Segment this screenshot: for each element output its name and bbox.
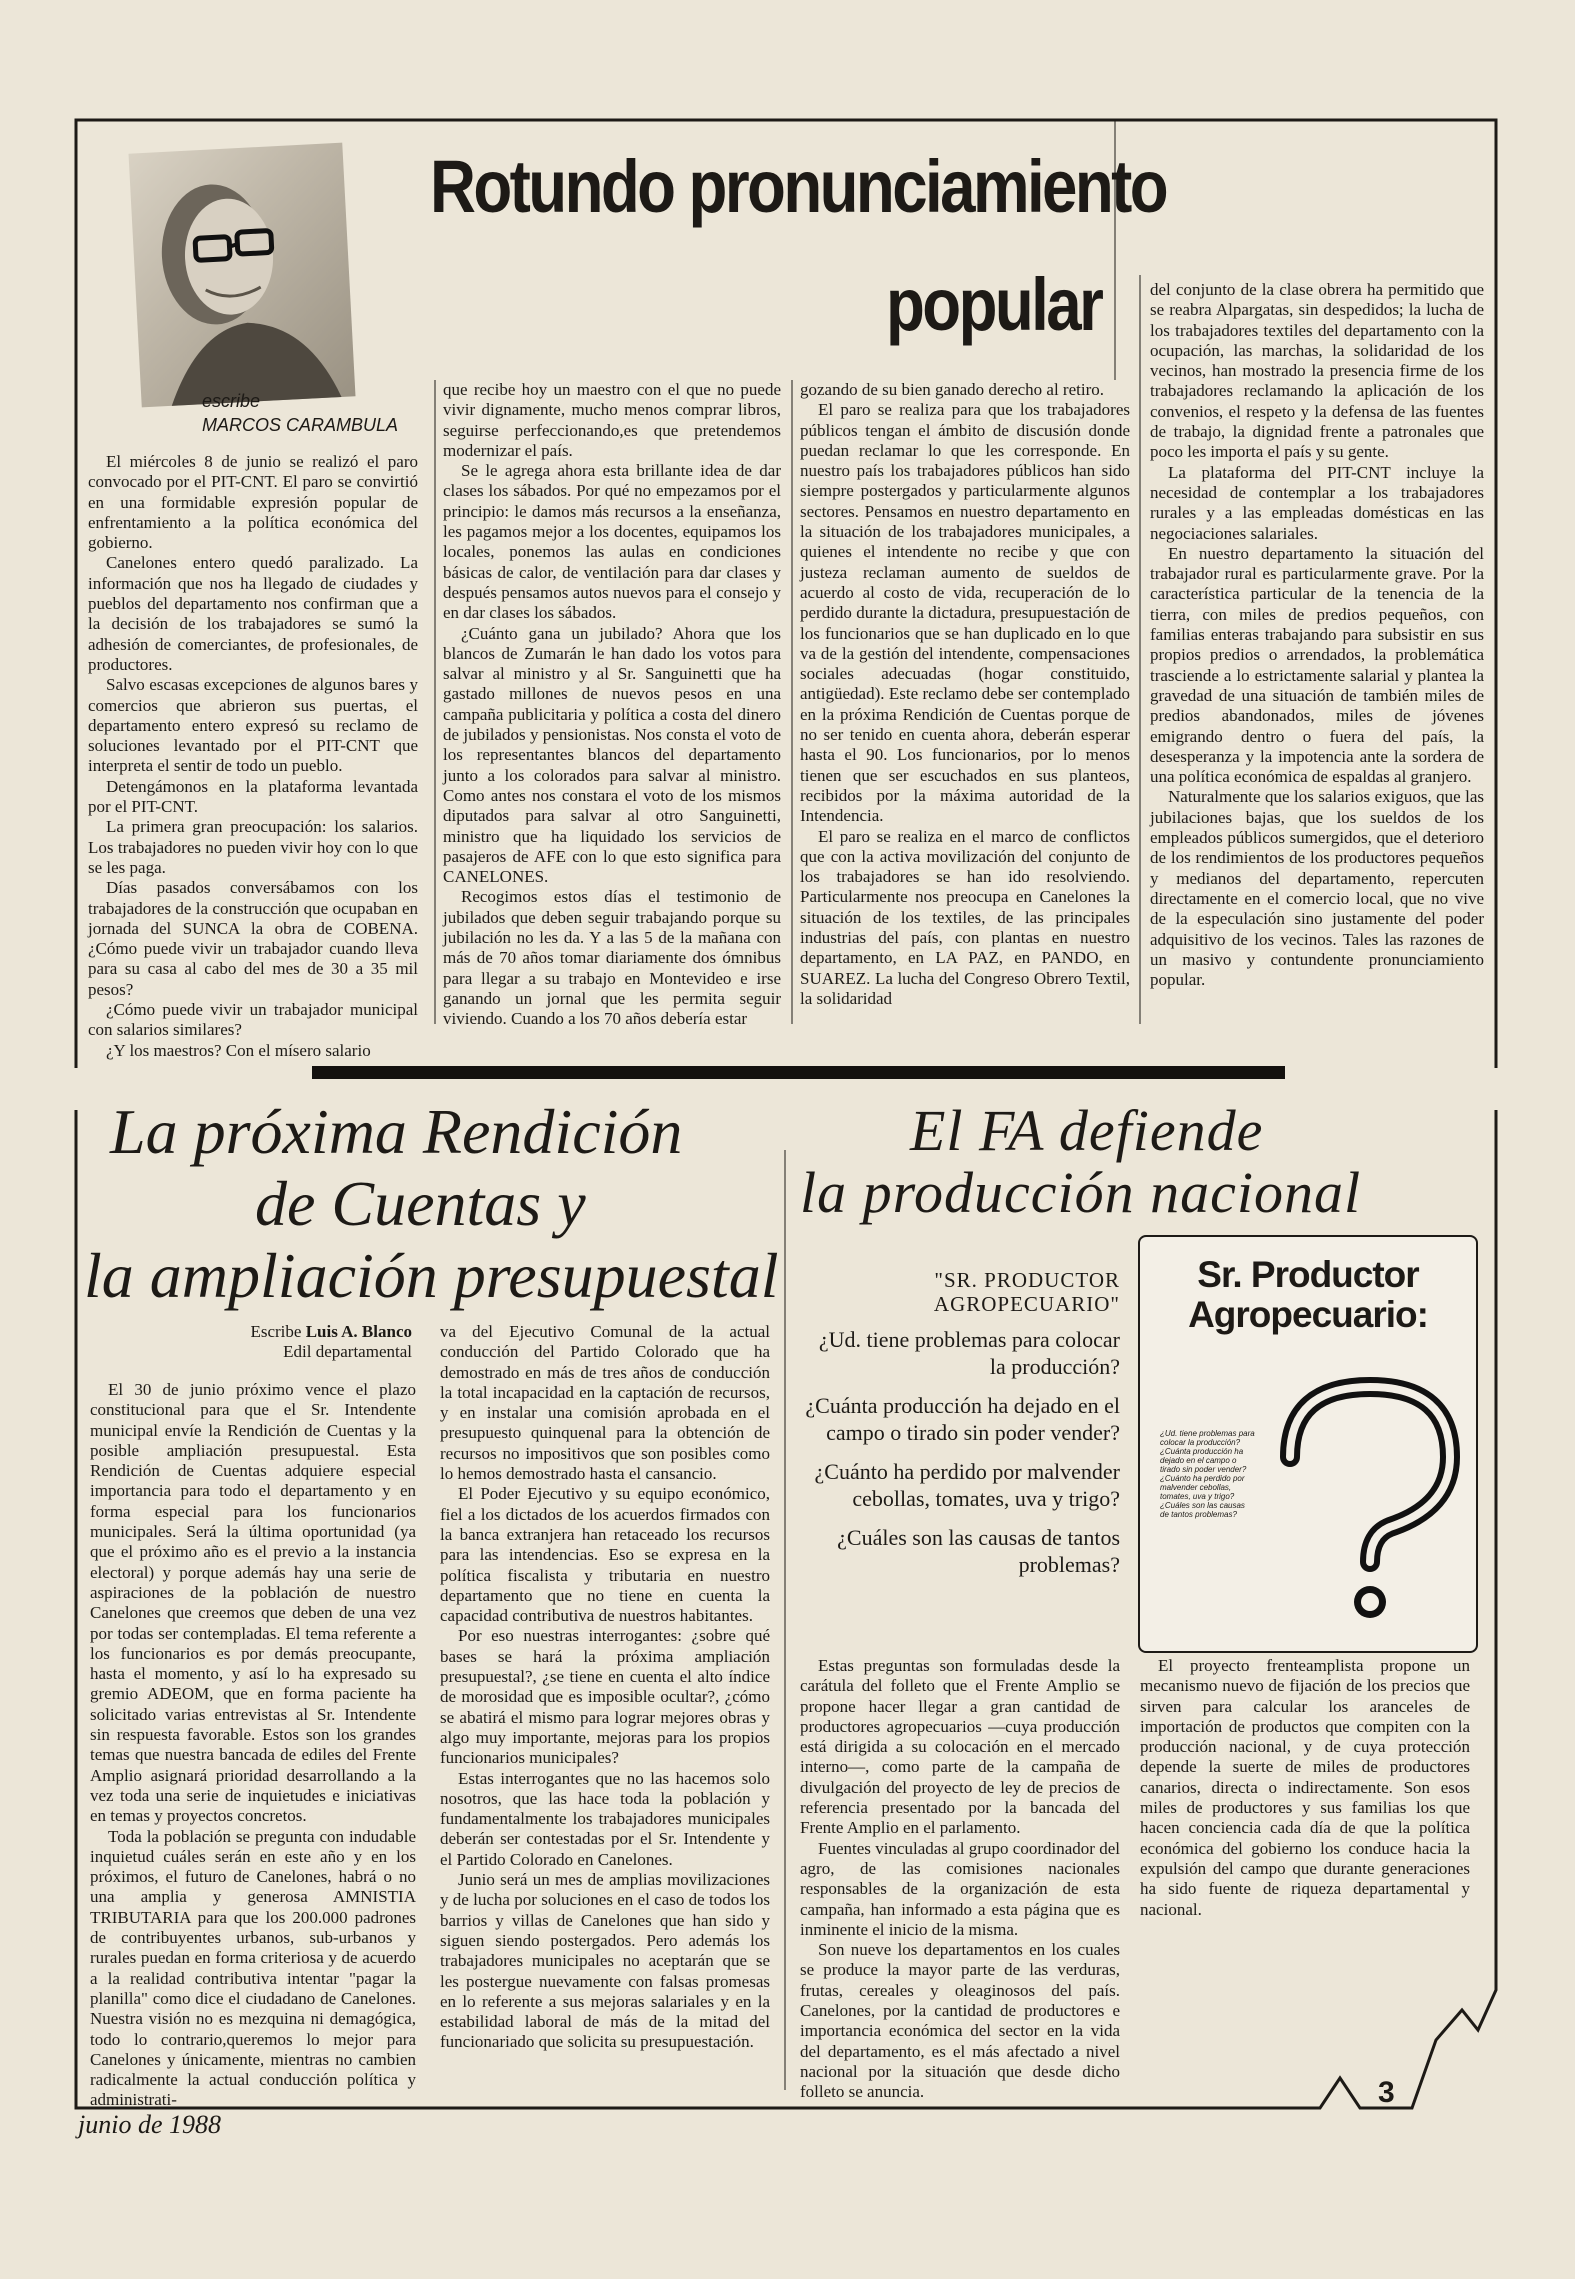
question-item: ¿Ud. tiene problemas para colocar la producción? (818, 1327, 1120, 1379)
paragraph: Toda la población se pregunta con indudable inquietud cuáles serán en este año y en los próximos, el futuro de Canelones, habrá o no una amplia y generosa AMNISTIA TRIBUTARIA para que los 200.000 padrones de contribuyentes urbanos, sub-urbanos y rurales puedan en forma criteriosa y de acuerdo a la realidad contributiva intentar "pagar la planilla" como dice el ciudadano de Canelones. Nuestra visión no es mezquina ni demagógica, todo lo contrario,queremos lo mejor para Canelones y únicamente, mientras no cambien radicalmente la actual conducción política y administrati- (90, 1826, 416, 2110)
paragraph: del conjunto de la clase obrera ha permitido que se reabra Alpargatas, sin despedidos; la lucha de los trabajadores textiles del departamento con la ocupación, las marchas, la solidaridad de los vecinos, han mostrado la presencia firme de los trabajadores reclamando la aplicación de los convenios, el respeto y la defensa de las fuentes de trabajo, la dignidad frente a patronales que poco les importa el país y su gente. (1150, 280, 1484, 462)
questions-heading (810, 1268, 1120, 1316)
paragraph: Días pasados conversábamos con los trabajadores de la construcción que ocupaban en jornada del SUNCA la obra de COBENA. ¿Cómo puede vivir un trabajador cuando lleva para su casa al cabo del mes de 30 a 35 mil pesos? (88, 878, 418, 999)
byline-prefix: Escribe (250, 1322, 306, 1341)
article1-column-3 (800, 380, 1130, 1030)
article2-column-2 (440, 1322, 770, 2096)
article1-column-1 (88, 452, 418, 1060)
paragraph: ¿Cómo puede vivir un trabajador municipal con salarios similares? (88, 1000, 418, 1040)
question-item: ¿Cuánta producción ha dejado en el campo o tirado sin poder vender? (805, 1393, 1120, 1445)
paragraph: Canelones entero quedó paralizado. La información que nos ha llegado de ciudades y pueblos del departamento nos confirman que a la decisión de los trabajadores se sumó la adhesión de comerciantes, de profesionales, de productores. (88, 553, 418, 674)
ad-small-question: ¿Cuánto ha perdido por malvender cebollas, tomates, uva y trigo? (1160, 1474, 1245, 1501)
paragraph: Recogimos estos días el testimonio de jubilados que deben seguir trabajando porque su jubilación no les da. Y a las 5 de la mañana con más de 70 años tomar diariamente dos ómnibus para llegar a su trabajo en Montevideo e irse ganando un jornal que les permita seguir viviendo. Cuando a los 70 años debería estar (443, 887, 781, 1029)
article3-column-1 (800, 1656, 1120, 2102)
article1-column-4 (1150, 280, 1484, 1030)
paragraph: La primera gran preocupación: los salarios. Los trabajadores no pueden vivir hoy con lo que se les paga. (88, 817, 418, 877)
paragraph: La plataforma del PIT-CNT incluye la necesidad de contemplar a los trabajadores rurales y a las empleadas domésticas en las negociaciones salariales. (1150, 462, 1484, 543)
paragraph: Fuentes vinculadas al grupo coordinador del agro, de las comisiones nacionales responsables de la organización de esta campaña, han informado a esta página que es inminente el inicio de la misma. (800, 1838, 1120, 1939)
paragraph: Naturalmente que los salarios exiguos, que las jubilaciones bajas, que los sueldos de los empleados públicos sumergidos, que el deterioro de los rendimientos de los productores pequeños y medianos del departamento, repercuten directamente en el comercio local, que no vive de la especulación sino justamente del poder adquisitivo de los vecinos. Tales las razones de un masivo y contundente pronunciamiento popular. (1150, 787, 1484, 990)
ad-small-question: ¿Cuánta producción ha dejado en el campo o tirado sin poder vender? (1160, 1447, 1247, 1474)
byline-role: Edil departamental (283, 1342, 412, 1361)
folleto-cover (1138, 1235, 1478, 1653)
article1-column-2 (443, 380, 781, 1030)
article2-column-1 (90, 1380, 416, 2110)
paragraph: El 30 de junio próximo vence el plazo constitucional para que el Sr. Intendente municipal envíe la Rendición de Cuentas y la posible ampliación presupuestal. Esta Rendición de Cuentas adquiere especial importancia para todo el departamento y en forma especial para los funcionarios municipales. Será la última oportunidad (ya que el próximo año es el previo a la instancia electoral) y porque además hay una serie de aspiraciones de la población de nuestro Canelones que creemos que deben de una vez por todas ser contempladas. El tema referente a los funcionarios es por demás preocupante, hasta el momento, y así lo ha expresado su gremio ADEOM, que en forma paciente ha solicitado varias entrevistas al Sr. Intendente sin respuesta favorable. Estos son los grandes temas que nuestra bancada de ediles del Frente Amplio asignará prioridad desarrollando a la vez toda una serie de inquietudes e iniciativas en temas y proyectos concretos. (90, 1380, 416, 1826)
ad-small-question: ¿Cuáles son las causas de tantos problemas? (1160, 1501, 1245, 1519)
paragraph: Salvo escasas excepciones de algunos bares y comercios que abrieron sus puertas, el departamento entero expresó su reclamo de soluciones levantado por el PIT-CNT que interpreta el sentir de todo un pueblo. (88, 675, 418, 776)
byline-author-blanco: Luis A. Blanco (305, 1322, 412, 1341)
paragraph: El paro se realiza para que los trabajadores públicos tengan el ámbito de discusión donde puedan reclamar lo que les corresponde. En nuestro país los trabajadores públicos han sido siempre postergados y particularmente algunos sectores. Pensamos en nuestro departamento en la situación de los trabajadores municipales, a quienes el intendente no recibe y que con justeza reclaman aumento de sueldos de acuerdo al costo de vida, recuperación de lo perdido durante la dictadura, presupuestación de los funcionarios que se han duplicado en lo que va de la gestión del intendente, compensaciones sociales adecuadas (hogar constituido, antigüedad). Este reclamo debe ser contemplado en la próxima Rendición de Cuentas porque de no ser tenido en cuenta ahora, deberán esperar hasta el 90. Los funcionarios, por lo menos tienen que ser escuchados en sus planteos, recibidos por la máxima autoridad de la Intendencia. (800, 400, 1130, 826)
ad-title-line2: Agropecuario: (1188, 1294, 1428, 1335)
paragraph: que recibe hoy un maestro con el que no puede vivir dignamente, mucho menos comprar libros, seguirse perfeccionando,es que pretendemos modernizar el país. (443, 380, 781, 460)
paragraph: El miércoles 8 de junio se realizó el paro convocado por el PIT-CNT. El paro se convirtió en una formidable expresión popular de enfrentamiento a la política económica del gobierno. (88, 452, 418, 553)
question-item: ¿Cuáles son las causas de tantos problemas? (837, 1525, 1120, 1577)
paragraph: Por eso nuestras interrogantes: ¿sobre qué bases se hará la próxima ampliación presupuestal?, ¿se tiene en cuenta el alto índice de morosidad que es imposible ocultar?, ¿cómo se abatirá el mismo para lograr mejores obras y algo muy importante, mejoras para los propios funcionarios municipales? (440, 1626, 770, 1768)
paragraph: Estas preguntas son formuladas desde la carátula del folleto que el Frente Amplio se propone hacer llegar a gran cantidad de productores agropecuarios —cuya producción está dirigida a su colocación en el mercado interno—, como parte de la campaña de divulgación del proyecto de ley de precios de referencia presentado por la bancada del Frente Amplio en el parlamento. (800, 1656, 1120, 1838)
questions-heading-line2: AGROPECUARIO" (933, 1292, 1120, 1316)
paragraph: ¿Cuánto gana un jubilado? Ahora que los blancos de Zumarán le han dado los votos para salvar al ministro y al Sr. Sanguinetti que ha gastado millones de nuevos pesos en una campaña publicitaria y política a costa del dinero de jubilados y pensionistas. Nos consta el voto de los representantes blancos del departamento junto a los colorados para salvar al ministro. Como antes nos constara el voto de los mismos diputados para salvar al otro Sanguinetti, ministro que ha liquidado los servicios de pasajeros de AFE con lo que esto significa para CANELONES. (443, 623, 781, 887)
author-photo (128, 143, 355, 408)
section-divider (312, 1066, 1285, 1079)
headline-rendicion-line3: la ampliación presupuestal (84, 1240, 779, 1311)
headline-main-line2: popular (886, 263, 1102, 346)
ad-small-text (1160, 1429, 1256, 1519)
issue-date: junio de 1988 (78, 2110, 221, 2139)
paragraph: El paro se realiza en el marco de conflictos que con la activa movilización del conjunto de los trabajadores se han ido resolviendo. Particularmente nos preocupa en Canelones la situación de los textiles, de las principales industrias del país, con plantas en nuestro departamento, en LA PAZ, en PANDO, en SUAREZ. La lucha del Congreso Obrero Textil, la solidaridad (800, 826, 1130, 1008)
page-number: 3 (1378, 2076, 1395, 2109)
ad-title-line1: Sr. Productor (1197, 1254, 1419, 1295)
questions-heading-line1: "SR. PRODUCTOR (934, 1268, 1120, 1292)
question-mark-icon (1260, 1377, 1470, 1627)
paragraph: gozando de su bien ganado derecho al retiro. (800, 380, 1104, 399)
paragraph: El proyecto frenteamplista propone un mecanismo nuevo de fijación de los precios que sirven para calcular los aranceles de importación de productos que compiten con la producción nacional, y de cuya protección depende la suerte de miles de productores canarios, directa o indirectamente. Son esos miles de productores y sus familias los que hacen conciencia cada día de que la política económica del gobierno los conduce hacia la expulsión del campo que durante generaciones ha sido fuente de riqueza departamental y nacional. (1140, 1656, 1470, 1919)
byline-label: escribe (202, 391, 261, 411)
portrait-illustration (128, 143, 355, 408)
byline-blanco (244, 1322, 412, 1362)
headline-fa-line2: la producción nacional (800, 1160, 1362, 1225)
paragraph: va del Ejecutivo Comunal de la actual conducción del Partido Colorado que ha demostrado en más de tres años de conducción la total incapacidad en la captación de recursos, y en instalar una comisión aprobada en el presupuesto quinquenal para la obtención de recursos no impositivos que son posibles como lo hemos demostrado hasta el cansancio. (440, 1322, 770, 1484)
ad-small-question: ¿Ud. tiene problemas para colocar la producción? (1160, 1429, 1255, 1447)
article3-column-2 (1140, 1656, 1470, 1919)
paragraph: Se le agrega ahora esta brillante idea de dar clases los sábados. Por qué no empezamos por el principio: le damos más recursos a la enseñanza, les pagamos mejor a los docentes, equipamos los locales, ponemos las aulas en condiciones básicas de calor, de ventilación para dar clases y después pensamos autos nuevos para el consejo y en dar clases los sábados. (443, 461, 781, 623)
paragraph: Detengámonos en la plataforma levantada por el PIT-CNT. (88, 776, 418, 817)
questions-list (800, 1326, 1120, 1590)
paragraph: El Poder Ejecutivo y su equipo económico, fiel a los dictados de los acuerdos firmados con la banca extranjera han retaceado los recursos para las intendencias. Eso se expresa en la política fiscalista y tributaria en nuestro departamento que no tiene en cuenta la capacidad contributiva de nuestros habitantes. (440, 1484, 770, 1626)
paragraph: Son nueve los departamentos en los cuales se produce la mayor parte de las verduras, frutas, cereales y oleaginosos del país. Canelones, por la cantidad de productores e importancia económica del sector en la vida del departamento, es el más afectado a nivel nacional por la situación que desde dicho folleto se anuncia. (800, 1940, 1120, 2102)
byline-author: MARCOS CARAMBULA (202, 415, 399, 435)
headline-rendicion-line1: La próxima Rendición (110, 1096, 683, 1167)
paragraph: ¿Y los maestros? Con el mísero salario (106, 1040, 371, 1060)
paragraph: Estas interrogantes que no las hacemos solo nosotros, que las hace toda la población y fundamentalmente los trabajadores municipales deberán ser contestadas por el Sr. Intendente y el Partido Colorado en Canelones. (440, 1768, 770, 1869)
headline-rendicion-line2: de Cuentas y (255, 1168, 586, 1239)
paragraph: Junio será un mes de amplias movilizaciones y de lucha por soluciones en el caso de todos los barrios y villas de Canelones que han sido y siguen siendo postergados. Pero además los trabajadores municipales no aceptarán que se les postergue nuevamente con falsas promesas en lo referente a sus mejoras salariales y en la estabilidad laboral de más de la mitad del funcionariado que solicita su presupuestación. (440, 1870, 770, 2052)
headline-fa-line1: El FA defiende (910, 1098, 1264, 1163)
headline-main: Rotundo pronunciamiento (430, 145, 1167, 228)
paragraph: En nuestro departamento la situación del trabajador rural es particularmente grave. Por la característica particular de la tenencia de la tierra, con miles de predios pequeños, con familias enteras trabajando para subsistir en sus propios predios o arrendados, la problemática trasciende a lo estrictamente salarial y plantea la gravedad de una situación de también miles de predios abandonados, miles de jóvenes emigrando dentro o fuera del país, la desesperanza y la impotencia ante la sordera de una política económica de espaldas al granjero. (1150, 543, 1484, 787)
question-item: ¿Cuánto ha perdido por malvender cebollas, tomates, uva y trigo? (814, 1459, 1120, 1511)
